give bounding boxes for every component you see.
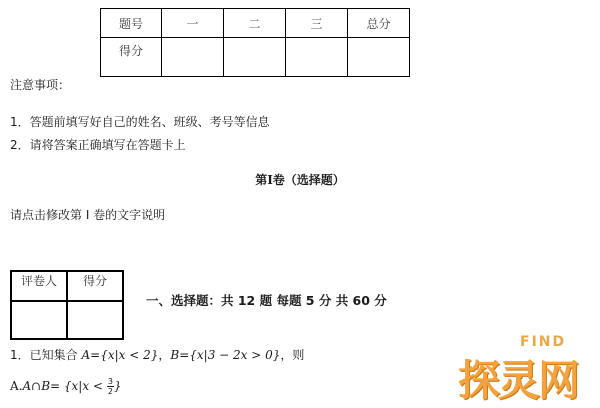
fraction-numerator: 3 xyxy=(107,377,113,386)
note-item: 1．答题前填写好自己的姓名、班级、考号等信息 xyxy=(10,115,270,129)
option-a-set-close: } xyxy=(113,379,122,393)
volume-title: 第I卷（选择题） xyxy=(255,173,345,187)
watermark-find-text: FIND xyxy=(520,334,567,350)
grader-cell[interactable] xyxy=(11,301,67,339)
watermark-chinese-text: 探灵网 xyxy=(458,356,579,405)
grader-table-header-row xyxy=(11,271,123,301)
notes-title: 注意事项： xyxy=(10,78,71,92)
option-a-label: A. xyxy=(10,379,23,393)
option-a[interactable] xyxy=(10,377,122,396)
header-cell-part-3: 三 xyxy=(286,9,348,38)
note-item: 2．请将答案正确填写在答题卡上 xyxy=(10,138,186,152)
set-b-expression: {x|3 − 2x > 0} xyxy=(189,348,281,362)
option-a-expression: A∩B= xyxy=(22,379,61,393)
question-1-suffix: ，则 xyxy=(280,348,305,362)
question-1-prefix: 1．已知集合 xyxy=(10,348,78,362)
score-cell[interactable] xyxy=(286,38,348,77)
score-table-score-row xyxy=(101,38,410,77)
grader-table-entry-row xyxy=(11,301,123,339)
question-1 xyxy=(10,346,304,363)
question-1-separator: ， xyxy=(158,348,171,362)
volume-note[interactable]: 请点击修改第 I 卷的文字说明 xyxy=(10,208,166,222)
score-table-header-row xyxy=(101,9,410,38)
grader-score-cell[interactable] xyxy=(67,301,123,339)
fraction-denominator: 2 xyxy=(107,387,113,396)
set-b-name: B= xyxy=(170,348,190,362)
option-a-fraction xyxy=(107,377,114,396)
header-cell-part-2: 二 xyxy=(224,9,286,38)
score-table xyxy=(100,8,410,77)
grader-label: 评卷人 xyxy=(11,271,67,301)
site-watermark-logo xyxy=(458,334,598,405)
section-heading: 一、选择题：共 12 题 每题 5 分 共 60 分 xyxy=(146,293,387,308)
score-cell[interactable] xyxy=(162,38,224,77)
score-cell[interactable] xyxy=(348,38,410,77)
score-row-label: 得分 xyxy=(101,38,162,77)
header-cell-part-1: 一 xyxy=(162,9,224,38)
header-cell-question-number: 题号 xyxy=(101,9,162,38)
header-cell-total: 总分 xyxy=(348,9,410,38)
set-a-name: A= xyxy=(81,348,101,362)
grader-score-label: 得分 xyxy=(67,271,123,301)
set-a-expression: {x|x < 2} xyxy=(100,348,159,362)
option-a-set-open: {x|x < xyxy=(63,379,103,393)
score-cell[interactable] xyxy=(224,38,286,77)
grader-table xyxy=(10,270,124,340)
